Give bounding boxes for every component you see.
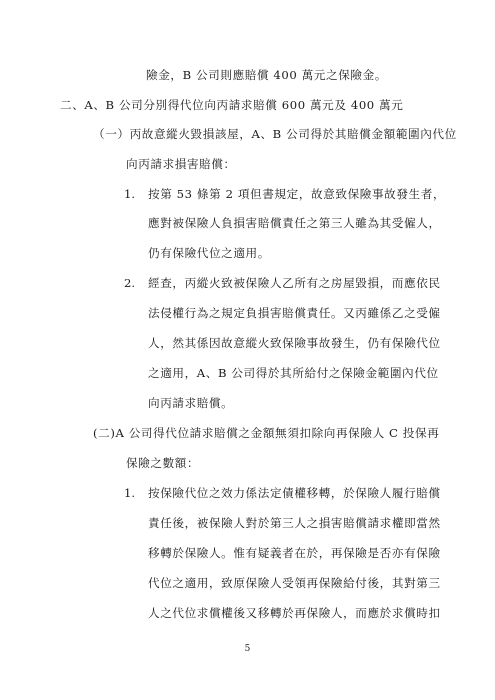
text-line: 保險之數額： (126, 456, 200, 470)
text-line: 之適用，A、B 公司得於其所給付之保險金範圍內代位 (148, 366, 439, 380)
text-line: 向丙請求賠償。 (148, 396, 234, 410)
text-line: 法侵權行為之規定負損害賠償責任。又丙雖係乙之受僱 (148, 306, 441, 320)
text-line: 經查，丙縱火致被保險人乙所有之房屋毀損，而應依民 (148, 276, 441, 290)
text-line: 移轉於保險人。惟有疑義者在於，再保險是否亦有保險 (148, 546, 441, 560)
section-heading: 二、A、B 公司分別得代位向丙請求賠償 600 萬元及 400 萬元 (60, 98, 404, 112)
text-line: 險金，B 公司則應賠償 400 萬元之保險金。 (146, 68, 388, 82)
text-line: 人，然其係因故意縱火致保險事故發生，仍有保險代位 (148, 336, 441, 350)
text-line: 按保險代位之效力係法定債權移轉，於保險人履行賠償 (148, 486, 441, 500)
list-item-number: 1. (124, 187, 136, 201)
text-line: 責任後，被保險人對於第三人之損害賠償請求權即當然 (148, 516, 441, 530)
page-number: 5 (244, 644, 251, 654)
text-line: 應對被保險人負損害賠償責任之第三人雖為其受僱人， (148, 216, 441, 230)
text-line: 按第 53 條第 2 項但書規定，故意致保險事故發生者， (148, 187, 446, 201)
text-line: 代位之適用，致原保險人受領再保險給付後，其對第三 (148, 576, 441, 590)
list-item-number: 1. (124, 486, 136, 500)
text-line: 向丙請求損害賠償： (126, 157, 236, 171)
subsection-heading: （一）丙故意縱火毀損該屋，A、B 公司得於其賠償金額範圍內代位 (93, 127, 457, 141)
text-line: 人之代位求償權後又移轉於再保險人，而應於求償時扣 (148, 606, 441, 620)
list-item-number: 2. (124, 276, 136, 290)
subsection-heading: (二)A 公司得代位請求賠償之金額無須扣除向再保險人 C 投保再 (93, 426, 440, 440)
text-line: 仍有保險代位之適用。 (148, 246, 270, 260)
